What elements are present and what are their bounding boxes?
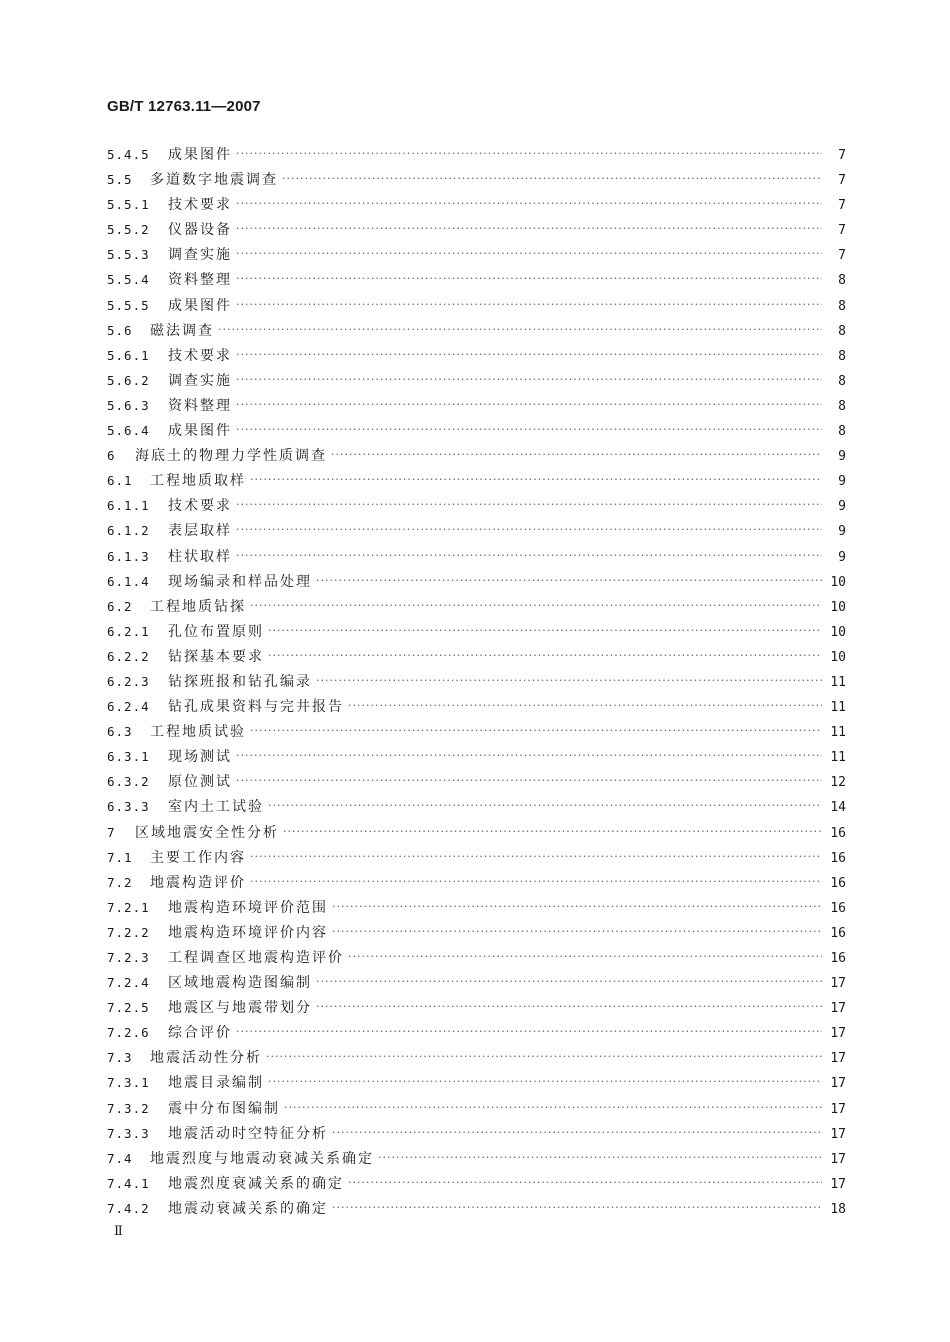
toc-entry-title: 磁法调查 bbox=[150, 322, 214, 339]
toc-entry-page: 16 bbox=[830, 850, 846, 866]
dot-leader bbox=[236, 191, 822, 216]
dot-leader bbox=[236, 517, 822, 542]
toc-entry-number: 7.3 bbox=[107, 1050, 133, 1066]
toc-entry-page: 11 bbox=[830, 700, 846, 716]
dot-leader bbox=[348, 693, 822, 718]
toc-entry-page: 9 bbox=[838, 449, 846, 465]
toc-entry-title: 主要工作内容 bbox=[150, 849, 246, 866]
toc-entry-title: 现场测试 bbox=[168, 749, 232, 766]
toc-entry bbox=[107, 468, 846, 493]
toc-entry-number: 7.2.4 bbox=[107, 975, 150, 991]
toc-entry bbox=[107, 1196, 846, 1221]
toc-entry bbox=[107, 318, 846, 343]
toc-entry-title: 资料整理 bbox=[168, 272, 232, 289]
toc-entry bbox=[107, 293, 846, 318]
toc-entry-title: 工程调查区地震构造评价 bbox=[168, 950, 344, 966]
toc-entry-title: 区域地震构造图编制 bbox=[168, 975, 312, 992]
toc-entry bbox=[107, 995, 846, 1020]
toc-entry-number: 5.6.4 bbox=[107, 423, 150, 439]
toc-entry-title: 成果图件 bbox=[168, 423, 232, 440]
toc-entry-number: 7.2.2 bbox=[107, 924, 150, 940]
toc-entry-page: 9 bbox=[838, 499, 846, 515]
toc-entry bbox=[107, 920, 846, 945]
toc-entry-title: 钻孔成果资料与完井报告 bbox=[168, 699, 344, 716]
dot-leader bbox=[236, 216, 822, 241]
dot-leader bbox=[268, 618, 822, 643]
toc-entry bbox=[107, 217, 846, 242]
dot-leader bbox=[236, 543, 822, 568]
dot-leader bbox=[266, 1044, 822, 1069]
toc-entry-page: 16 bbox=[830, 825, 846, 841]
toc-entry-page: 7 bbox=[838, 148, 846, 163]
toc-entry bbox=[107, 267, 846, 292]
toc-entry-title: 地震活动时空特征分析 bbox=[168, 1125, 328, 1142]
dot-leader bbox=[250, 467, 822, 492]
toc-entry-number: 7 bbox=[107, 824, 116, 840]
toc-entry bbox=[107, 669, 846, 694]
toc-entry bbox=[107, 1146, 846, 1171]
toc-entry-title: 工程地质钻探 bbox=[150, 598, 246, 615]
toc-entry-page: 10 bbox=[830, 624, 846, 640]
toc-entry bbox=[107, 945, 846, 970]
toc-entry-page: 8 bbox=[838, 373, 846, 389]
toc-entry-page: 14 bbox=[830, 800, 846, 816]
toc-entry-page: 7 bbox=[838, 173, 846, 189]
dot-leader bbox=[316, 568, 822, 593]
toc-entry bbox=[107, 820, 846, 845]
toc-entry bbox=[107, 1096, 846, 1121]
toc-entry-title: 调查实施 bbox=[168, 247, 232, 264]
toc-entry bbox=[107, 744, 846, 769]
toc-entry bbox=[107, 544, 846, 569]
toc-entry bbox=[107, 1070, 846, 1095]
toc-entry-number: 6.2 bbox=[107, 598, 133, 614]
toc-entry-page: 8 bbox=[838, 273, 846, 289]
toc-entry-title: 区域地震安全性分析 bbox=[135, 824, 279, 841]
toc-entry-number: 6.3.3 bbox=[107, 799, 150, 815]
toc-entry-page: 9 bbox=[838, 524, 846, 540]
toc-entry-title: 钻探基本要求 bbox=[168, 648, 264, 665]
toc-entry-title: 调查实施 bbox=[168, 372, 232, 389]
toc-entry-number: 6.1.3 bbox=[107, 548, 150, 564]
toc-entry-number: 7.2 bbox=[107, 874, 133, 890]
dot-leader bbox=[378, 1145, 822, 1170]
toc-entry-page: 17 bbox=[830, 1001, 846, 1017]
dot-leader bbox=[268, 643, 822, 668]
dot-leader bbox=[236, 141, 822, 166]
toc-entry-page: 11 bbox=[830, 725, 846, 741]
toc-entry bbox=[107, 1171, 846, 1196]
toc-entry-number: 7.4.2 bbox=[107, 1200, 150, 1216]
toc-entry-number: 7.3.3 bbox=[107, 1125, 150, 1141]
toc-entry-number: 5.5.5 bbox=[107, 297, 150, 313]
toc-entry-page: 17 bbox=[830, 1126, 846, 1142]
toc-entry-title: 地震烈度与地震动衰减关系确定 bbox=[150, 1150, 374, 1167]
dot-leader bbox=[250, 593, 822, 618]
toc-entry-title: 地震动衰减关系的确定 bbox=[168, 1200, 328, 1217]
toc-entry-page: 8 bbox=[838, 424, 846, 440]
toc-entry-title: 地震烈度衰减关系的确定 bbox=[168, 1175, 344, 1192]
toc-entry bbox=[107, 418, 846, 443]
toc-entry-page: 9 bbox=[838, 549, 846, 565]
dot-leader bbox=[332, 919, 822, 944]
toc-entry-title: 地震活动性分析 bbox=[150, 1050, 262, 1067]
toc-entry-number: 6.2.2 bbox=[107, 648, 150, 664]
toc-entry bbox=[107, 719, 846, 744]
toc-entry-title: 技术要求 bbox=[168, 197, 232, 214]
toc-entry-number: 7.2.1 bbox=[107, 899, 150, 915]
toc-entry-page: 8 bbox=[838, 298, 846, 314]
toc-entry-title: 技术要求 bbox=[168, 347, 232, 364]
toc-entry-page: 16 bbox=[830, 875, 846, 891]
toc-entry-number: 7.4 bbox=[107, 1150, 133, 1166]
toc-entry-number: 7.2.6 bbox=[107, 1025, 150, 1041]
toc-entry bbox=[107, 368, 846, 393]
toc-entry-title: 室内土工试验 bbox=[168, 799, 264, 816]
dot-leader bbox=[250, 869, 822, 894]
toc-entry-number: 7.3.2 bbox=[107, 1100, 150, 1116]
dot-leader bbox=[236, 743, 822, 768]
toc-entry bbox=[107, 845, 846, 870]
toc-entry-title: 成果图件 bbox=[168, 297, 232, 314]
toc-entry-title: 地震区与地震带划分 bbox=[168, 1000, 312, 1017]
toc-entry-page: 8 bbox=[838, 348, 846, 364]
toc-entry-title: 资料整理 bbox=[168, 397, 232, 414]
dot-leader bbox=[284, 1095, 822, 1120]
toc-entry-number: 7.3.1 bbox=[107, 1075, 150, 1091]
toc-entry bbox=[107, 644, 846, 669]
toc-entry-page: 7 bbox=[838, 198, 846, 214]
toc-entry-page: 10 bbox=[830, 599, 846, 615]
toc-entry-page: 7 bbox=[838, 248, 846, 264]
dot-leader bbox=[236, 1019, 822, 1044]
toc-entry-number: 5.4.5 bbox=[107, 147, 150, 162]
dot-leader bbox=[348, 944, 822, 969]
toc-entry-number: 7.1 bbox=[107, 849, 133, 865]
toc-entry bbox=[107, 970, 846, 995]
toc-entry-number: 6.1.1 bbox=[107, 498, 150, 514]
toc-entry-number: 5.5 bbox=[107, 172, 133, 188]
toc-entry-number: 5.5.3 bbox=[107, 247, 150, 263]
toc-entry-title: 柱状取样 bbox=[168, 548, 232, 565]
toc-entry-number: 5.6.2 bbox=[107, 372, 150, 388]
toc-entry-number: 6.2.4 bbox=[107, 699, 150, 715]
toc-entry bbox=[107, 794, 846, 819]
toc-entry-title: 成果图件 bbox=[168, 147, 232, 163]
dot-leader bbox=[236, 241, 822, 266]
toc-entry-title: 地震目录编制 bbox=[168, 1075, 264, 1092]
toc-entry bbox=[107, 569, 846, 594]
toc-entry-number: 6 bbox=[107, 448, 116, 464]
toc-entry-title: 多道数字地震调查 bbox=[150, 172, 278, 189]
table-of-contents bbox=[107, 142, 846, 1221]
toc-entry-page: 8 bbox=[838, 398, 846, 414]
dot-leader bbox=[236, 417, 822, 442]
toc-entry bbox=[107, 493, 846, 518]
toc-entry bbox=[107, 895, 846, 920]
toc-entry-page: 16 bbox=[830, 925, 846, 941]
toc-entry-number: 6.2.3 bbox=[107, 673, 150, 689]
toc-entry-number: 6.3.1 bbox=[107, 749, 150, 765]
toc-entry-title: 钻探班报和钻孔编录 bbox=[168, 673, 312, 690]
dot-leader bbox=[218, 317, 822, 342]
toc-entry-page: 17 bbox=[830, 1151, 846, 1167]
toc-entry-page: 10 bbox=[830, 574, 846, 590]
toc-entry-number: 5.5.1 bbox=[107, 197, 150, 213]
toc-entry-number: 6.3 bbox=[107, 724, 133, 740]
toc-entry-number: 6.3.2 bbox=[107, 774, 150, 790]
toc-entry bbox=[107, 242, 846, 267]
toc-entry-number: 5.6.3 bbox=[107, 397, 150, 413]
toc-entry-number: 5.5.4 bbox=[107, 272, 150, 288]
toc-entry-number: 7.4.1 bbox=[107, 1175, 150, 1191]
toc-entry bbox=[107, 1020, 846, 1045]
toc-entry-page: 17 bbox=[830, 1051, 846, 1067]
toc-entry-page: 17 bbox=[830, 1076, 846, 1092]
dot-leader bbox=[332, 1195, 822, 1220]
dot-leader bbox=[332, 1120, 822, 1145]
toc-entry-number: 6.1 bbox=[107, 473, 133, 489]
document-header: GB/T 12763.11—2007 bbox=[107, 98, 261, 115]
toc-entry-page: 18 bbox=[830, 1201, 846, 1217]
toc-entry-page: 16 bbox=[830, 900, 846, 916]
toc-entry-number: 7.2.5 bbox=[107, 1000, 150, 1016]
toc-entry bbox=[107, 1045, 846, 1070]
toc-entry-title: 地震构造评价 bbox=[150, 874, 246, 891]
dot-leader bbox=[236, 768, 822, 793]
dot-leader bbox=[236, 367, 822, 392]
dot-leader bbox=[331, 442, 822, 467]
dot-leader bbox=[332, 894, 822, 919]
toc-entry-page: 7 bbox=[838, 223, 846, 239]
toc-entry-title: 工程地质试验 bbox=[150, 724, 246, 741]
dot-leader bbox=[316, 969, 822, 994]
toc-entry-page: 8 bbox=[838, 323, 846, 339]
dot-leader bbox=[348, 1170, 822, 1195]
page-number-footer: Ⅱ bbox=[114, 1224, 123, 1239]
toc-entry-number: 6.1.2 bbox=[107, 523, 150, 539]
toc-entry-title: 地震构造环境评价内容 bbox=[168, 924, 328, 941]
toc-entry bbox=[107, 1121, 846, 1146]
toc-entry-title: 海底土的物理力学性质调查 bbox=[135, 448, 327, 465]
toc-entry bbox=[107, 694, 846, 719]
toc-entry-title: 工程地质取样 bbox=[150, 473, 246, 490]
toc-entry-page: 17 bbox=[830, 1176, 846, 1192]
toc-entry-number: 7.2.3 bbox=[107, 950, 150, 965]
toc-entry-page: 12 bbox=[830, 775, 846, 791]
toc-entry-page: 11 bbox=[830, 674, 846, 690]
dot-leader bbox=[236, 342, 822, 367]
dot-leader bbox=[316, 668, 822, 693]
toc-entry-title: 表层取样 bbox=[168, 523, 232, 540]
toc-entry-title: 技术要求 bbox=[168, 498, 232, 515]
toc-entry-number: 5.6.1 bbox=[107, 347, 150, 363]
toc-entry-page: 17 bbox=[830, 976, 846, 992]
toc-entry-page: 11 bbox=[830, 750, 846, 766]
dot-leader bbox=[236, 392, 822, 417]
toc-entry-title: 综合评价 bbox=[168, 1025, 232, 1042]
toc-entry bbox=[107, 594, 846, 619]
toc-entry-title: 原位测试 bbox=[168, 774, 232, 791]
toc-entry-number: 6.1.4 bbox=[107, 573, 150, 589]
toc-entry-number: 5.6 bbox=[107, 322, 133, 338]
toc-entry-title: 孔位布置原则 bbox=[168, 623, 264, 640]
dot-leader bbox=[282, 166, 822, 191]
dot-leader bbox=[250, 844, 822, 869]
dot-leader bbox=[283, 819, 822, 844]
toc-entry-title: 地震构造环境评价范围 bbox=[168, 899, 328, 916]
dot-leader bbox=[236, 266, 822, 291]
toc-entry bbox=[107, 393, 846, 418]
toc-entry-number: 5.5.2 bbox=[107, 222, 150, 238]
toc-entry-page: 16 bbox=[830, 951, 846, 966]
toc-entry-page: 17 bbox=[830, 1026, 846, 1042]
dot-leader bbox=[236, 492, 822, 517]
toc-entry bbox=[107, 443, 846, 468]
dot-leader bbox=[250, 718, 822, 743]
toc-entry-page: 9 bbox=[838, 474, 846, 490]
toc-entry bbox=[107, 192, 846, 217]
toc-entry-title: 震中分布图编制 bbox=[168, 1100, 280, 1117]
toc-entry bbox=[107, 518, 846, 543]
toc-entry bbox=[107, 167, 846, 192]
toc-entry-title: 现场编录和样品处理 bbox=[168, 573, 312, 590]
toc-entry bbox=[107, 870, 846, 895]
dot-leader bbox=[268, 1069, 822, 1094]
toc-entry bbox=[107, 142, 846, 167]
dot-leader bbox=[316, 994, 822, 1019]
toc-entry bbox=[107, 619, 846, 644]
toc-entry-page: 17 bbox=[830, 1101, 846, 1117]
toc-entry-page: 10 bbox=[830, 649, 846, 665]
dot-leader bbox=[236, 292, 822, 317]
toc-entry-number: 6.2.1 bbox=[107, 623, 150, 639]
toc-entry-title: 仪器设备 bbox=[168, 222, 232, 239]
toc-entry bbox=[107, 343, 846, 368]
dot-leader bbox=[268, 793, 822, 818]
toc-entry bbox=[107, 769, 846, 794]
